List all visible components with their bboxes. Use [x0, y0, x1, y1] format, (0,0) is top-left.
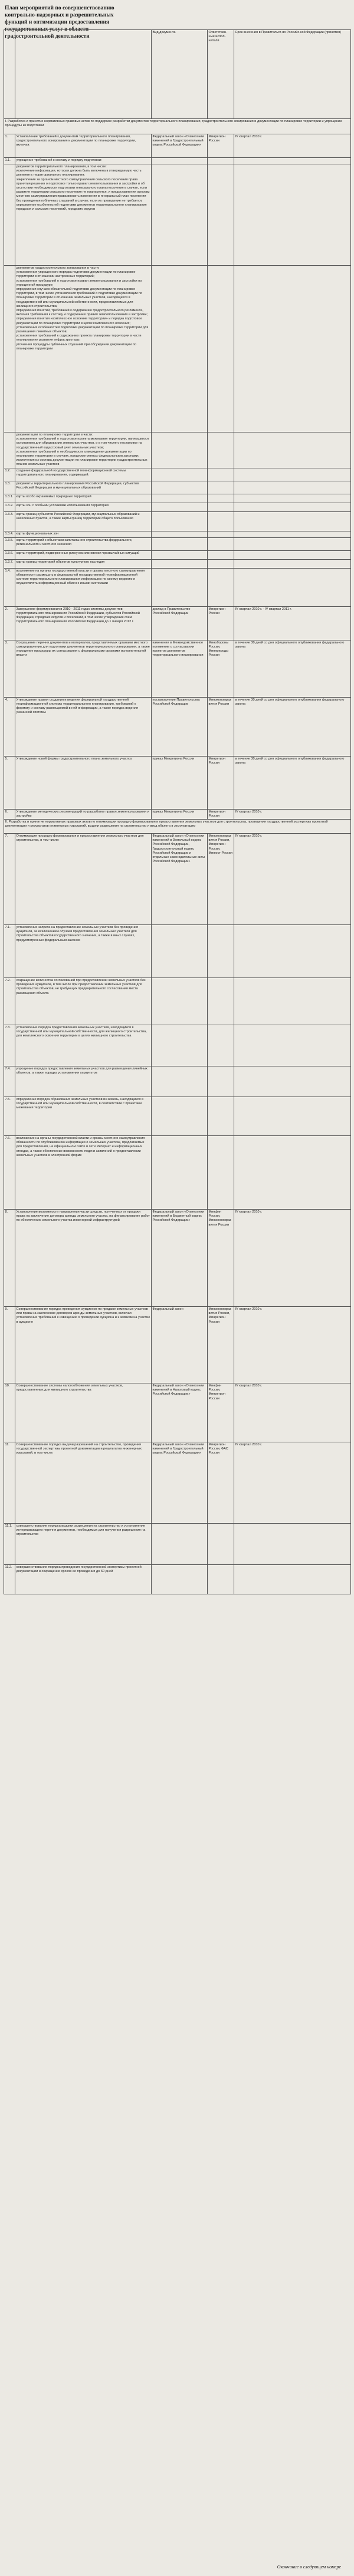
table-row	[4, 468, 351, 481]
cell-executors	[208, 559, 234, 568]
cell-measure: карты функциональных зон	[15, 531, 152, 537]
table-row	[4, 1307, 351, 1383]
cell-measure: Сокращение перечня документов и материалов, представляемых органами местного самоуправления для подготовки документов территориального планирования, а также упрощение процедуры их согласования с федеральными органами исполнительной власти	[15, 640, 152, 697]
cell-document-type: Федеральный закон «О внесении изменений в Градостроительный кодекс Российской Федерации»	[152, 134, 208, 158]
cell-executors: Минрегион России	[208, 756, 234, 809]
cell-measure: совершенствование порядка выдачи разрешения на строительство и установление исчерпывающего перечня документов, необходимых для получения разрешения на строительство	[15, 1524, 152, 1565]
cell-measure: Утверждение новой формы градостроительного плана земельного участка	[15, 756, 152, 809]
cell-document-type: приказ Минрегиона России	[152, 809, 208, 819]
table-row	[4, 606, 351, 640]
cell-measure: документов территориального планирования, в том числе: исключение информации, которая должна быть включена в утверждаемую часть документа территориального планирования; закрепление за органом местного самоуправления сельского поселения права принятия решения о подготовке только правил землепользования и застройки и об отсутствии необходимости подготовки генерального плана поселения в случае, если развитие территории сельского поселения не планируется, и предоставления органам местного самоуправления права вносить изменения в генеральный план поселения без проведения публичных слушаний в случае, если их проведение не требуется; определение особенностей подготовки документов территориального планирования городских и сельских поселений, городских округов	[15, 164, 152, 266]
cell-deadline	[234, 164, 351, 266]
table-row	[4, 494, 351, 503]
cell-measure: упрощение требований к составу и порядку подготовки:	[15, 158, 152, 164]
cell-document-type	[152, 481, 208, 494]
cell-executors	[208, 1136, 234, 1210]
cell-deadline	[234, 503, 351, 511]
table-row	[4, 1565, 351, 1594]
cell-number: 6.	[4, 809, 15, 819]
table-row	[4, 1442, 351, 1524]
cell-executors	[208, 1097, 234, 1136]
table-row	[4, 978, 351, 1025]
table-row	[4, 511, 351, 531]
cell-number: 8.	[4, 1210, 15, 1307]
table-row	[4, 1025, 351, 1066]
cell-executors	[208, 432, 234, 468]
cell-measure: возложение на органы государственной власти и органы местного самоуправления обязанности по опубликованию информации о земельных участках, предлагаемых для предоставления, на официальном сайте в сети Интернет и информационных стендах, а также обеспечение возможности подачи заявлений о предоставлении земельных участков в электронной форме	[15, 1136, 152, 1210]
table-row	[4, 1066, 351, 1097]
table-row	[4, 134, 351, 158]
cell-number	[4, 432, 15, 468]
cell-executors	[208, 550, 234, 559]
cell-document-type	[152, 925, 208, 978]
cell-deadline: IV квартал 2010 г. - IV квартал 2011 г.	[234, 606, 351, 640]
cell-executors: Минрегион России	[208, 809, 234, 819]
section-row	[4, 820, 351, 834]
cell-deadline: IV квартал 2010 г.	[234, 1383, 351, 1442]
cell-executors	[208, 511, 234, 531]
cell-executors	[208, 925, 234, 978]
cell-document-type: доклад в Правительство Российской Федерации	[152, 606, 208, 640]
header-number	[4, 30, 15, 119]
cell-measure: установление запрета на предоставление земельных участков без проведения аукционов, за исключением случаев предоставления земельных участков для строительства объектов государственного значения, а также в иных случаях, предусмотренных федеральным законом	[15, 925, 152, 978]
cell-deadline: IV квартал 2010 г.	[234, 1210, 351, 1307]
cell-measure: Совершенствование системы налогообложения земельных участков, предоставленных для жилищного строительства	[15, 1383, 152, 1442]
cell-executors	[208, 494, 234, 503]
cell-deadline	[234, 511, 351, 531]
cell-number: 7.	[4, 834, 15, 925]
cell-deadline	[234, 1025, 351, 1066]
table-row	[4, 756, 351, 809]
cell-document-type	[152, 511, 208, 531]
cell-measure: совершенствование порядка проведения государственной экспертизы проектной документации и сокращение сроков ее проведения до 60 дней	[15, 1565, 152, 1594]
plan-table	[4, 29, 351, 1594]
page-heading: План мероприятий по совершенствованию контрольно-надзорных и разрешительных функций и оптимизации предоставления государственных услуг в области градостроительной деятельности	[5, 5, 114, 39]
table-row	[4, 559, 351, 568]
cell-executors: Минрегион России, ФАС России	[208, 1442, 234, 1524]
cell-number: 4.	[4, 697, 15, 756]
plan-table-body	[4, 119, 351, 1594]
cell-measure: определение порядка образования земельных участков из земель, находящихся в государственной или муниципальной собственности, в соответствии с проектами межевания территории	[15, 1097, 152, 1136]
cell-measure: карты границ территорий объектов культурного наследия	[15, 559, 152, 568]
cell-number: 11.2.	[4, 1565, 15, 1594]
cell-measure: сокращение количества согласований при предоставлении земельных участков без проведения аукционов, в том числе при предоставлении земельных участков для строительства объектов, не требующих предварительного согласования места размещения объекта	[15, 978, 152, 1025]
table-row	[4, 531, 351, 537]
cell-document-type: Федеральный закон «О внесении изменений в Бюджетный кодекс Российской Федерации»	[152, 1210, 208, 1307]
cell-document-type	[152, 568, 208, 606]
table-row	[4, 568, 351, 606]
cell-number: 7.3.	[4, 1025, 15, 1066]
cell-executors	[208, 503, 234, 511]
table-row	[4, 1097, 351, 1136]
cell-deadline	[234, 537, 351, 550]
cell-number: 2.	[4, 606, 15, 640]
cell-number: 1.1.	[4, 158, 15, 164]
table-row	[4, 1136, 351, 1210]
cell-document-type: Федеральный закон «О внесении изменений в Налоговый кодекс Российской Федерации»	[152, 1383, 208, 1442]
cell-measure: Совершенствование порядка проведения аукционов по продаже земельных участков или права на заключение договоров аренды земельных участков, включая установление требований к извещению о проведении аукциона и к заявкам на участие в аукционе	[15, 1307, 152, 1383]
cell-executors	[208, 1066, 234, 1097]
cell-executors	[208, 266, 234, 432]
cell-document-type	[152, 1136, 208, 1210]
cell-measure: Оптимизация процедур формирования и предоставления земельных участков для строительства, в том числе:	[15, 834, 152, 925]
cell-deadline	[234, 550, 351, 559]
cell-number: 5.	[4, 756, 15, 809]
header-document-type: Вид документа	[152, 30, 208, 119]
cell-number: 9.	[4, 1307, 15, 1383]
cell-document-type: Федеральный закон «О внесении изменений в Градостроительный кодекс Российской Федерации»	[152, 1442, 208, 1524]
cell-executors	[208, 978, 234, 1025]
cell-measure: документов градостроительного зонирования в части: установления упрощенного порядка подготовки документации по планировке территории в отношении застроенных территорий; установления требований о подготовке правил землепользования и застройки по упрощенной процедуре; определения случаев обязательной подготовки документации по планировке территории, в том числе установления требований о подготовке документации по планировке территории в отношении земельных участков, находящихся в государственной или муниципальной собственности, предоставляемых для жилищного строительства; определения понятий, требований к содержанию градостроительного регламента, включая требования к составу и содержанию правил землепользования и застройки; определения понятия «комплексное освоение территории» и порядка подготовки документации по планировке территории в целях комплексного освоения; установления особенностей подготовки документации по планировке территории для размещения линейных объектов; установления требований к содержанию проекта планировки территории в части планирования развития инфраструктуры; уточнения процедуры публичных слушаний при обсуждении документации по планировке территории	[15, 266, 152, 432]
cell-number: 7.4.	[4, 1066, 15, 1097]
cell-number: 7.5.	[4, 1097, 15, 1136]
cell-document-type	[152, 978, 208, 1025]
cell-executors	[208, 531, 234, 537]
cell-number: 7.2.	[4, 978, 15, 1025]
cell-measure: Совершенствование порядка выдачи разрешений на строительство, проведения государственной экспертизы проектной документации и результатов инженерных изысканий, в том числе:	[15, 1442, 152, 1524]
cell-measure: создание федеральной государственной геоинформационной системы территориального планирования, содержащей:	[15, 468, 152, 481]
cell-executors: Минобороны России, Минприроды России	[208, 640, 234, 697]
cell-executors	[208, 468, 234, 481]
section-row	[4, 119, 351, 134]
cell-document-type	[152, 432, 208, 468]
cell-number: 1.3.	[4, 481, 15, 494]
table-row	[4, 1524, 351, 1565]
header-measure	[15, 30, 152, 119]
cell-deadline	[234, 266, 351, 432]
cell-document-type: Федеральный закон	[152, 1307, 208, 1383]
cell-document-type	[152, 1565, 208, 1594]
continued-note: Окончание в следующем номере	[277, 2564, 341, 2570]
cell-deadline	[234, 559, 351, 568]
cell-document-type: Федеральный закон «О внесении изменений в Земельный кодекс Российской Федерации, Градостроительный кодекс Российской Федерации и отдельные законодательные акты Российской Федерации»	[152, 834, 208, 925]
table-row	[4, 1210, 351, 1307]
cell-executors	[208, 1025, 234, 1066]
table-row	[4, 550, 351, 559]
cell-document-type	[152, 468, 208, 481]
cell-document-type	[152, 494, 208, 503]
cell-number: 7.1.	[4, 925, 15, 978]
cell-number	[4, 164, 15, 266]
cell-document-type	[152, 1066, 208, 1097]
table-row	[4, 158, 351, 164]
cell-measure: карты зон с особыми условиями использования территорий	[15, 503, 152, 511]
table-row	[4, 697, 351, 756]
cell-measure: возложение на органы государственной власти и органы местного самоуправления обязанности размещать в федеральной государственной геоинформационной системе территориального планирования информацию по своему ведению и осуществлять информационный обмен с иными системами	[15, 568, 152, 606]
cell-number: 1.3.6.	[4, 550, 15, 559]
table-header-row	[4, 30, 351, 119]
header-deadline: Срок внесения в Правительст-во Российс-кой Федерации (принятия)	[234, 30, 351, 119]
table-row	[4, 503, 351, 511]
table-row	[4, 432, 351, 468]
cell-executors	[208, 1565, 234, 1594]
cell-number: 3.	[4, 640, 15, 697]
cell-document-type: изменения в Межведомственное положение о согласовании проектов документов территориального планирования	[152, 640, 208, 697]
cell-executors	[208, 1524, 234, 1565]
section-title: II. Разработка и принятие нормативных правовых актов по оптимизации процедур формирования и предоставления земельных участков для строительства, проведения государственной экспертизы проектной документации и результатов инженерных изысканий, выдачи разрешения на строительство и ввод объекта в эксплуатацию	[4, 820, 351, 834]
cell-number: 10.	[4, 1383, 15, 1442]
cell-measure: Утверждение методических рекомендаций по разработке правил землепользования и застройки	[15, 809, 152, 819]
cell-deadline: в течение 30 дней со дня официального опубликования федерального закона	[234, 697, 351, 756]
cell-measure: Утверждение правил создания и ведения федеральной государственной геоинформационной системы территориального планирования, требований к формату и составу размещаемой в ней информации, а также порядка ведения указанной системы	[15, 697, 152, 756]
cell-deadline	[234, 1066, 351, 1097]
cell-number: 11.	[4, 1442, 15, 1524]
cell-deadline	[234, 1136, 351, 1210]
cell-document-type	[152, 158, 208, 164]
cell-document-type	[152, 537, 208, 550]
table-row	[4, 809, 351, 819]
cell-deadline	[234, 978, 351, 1025]
header-executors: Ответствен-ные испол-нители	[208, 30, 234, 119]
cell-number: 7.6.	[4, 1136, 15, 1210]
cell-measure: карты границ субъектов Российской Федерации, муниципальных образований и населенных пунктов, а также карты границ территорий общего пользования	[15, 511, 152, 531]
cell-deadline	[234, 568, 351, 606]
cell-executors	[208, 481, 234, 494]
cell-number: 1.3.5.	[4, 537, 15, 550]
table-row	[4, 1383, 351, 1442]
table-row	[4, 834, 351, 925]
table-row	[4, 537, 351, 550]
cell-number: 1.2.	[4, 468, 15, 481]
cell-executors: Минрегион России	[208, 134, 234, 158]
cell-measure: упрощение порядка предоставления земельных участков для размещения линейных объектов, а также порядка установления сервитутов	[15, 1066, 152, 1097]
cell-number: 1.3.7.	[4, 559, 15, 568]
cell-executors	[208, 568, 234, 606]
cell-deadline: IV квартал 2010 г.	[234, 834, 351, 925]
cell-deadline	[234, 1097, 351, 1136]
cell-document-type	[152, 550, 208, 559]
cell-measure: карты особо охраняемых природных территорий	[15, 494, 152, 503]
cell-executors: Минэкономразвития России, Минрегион России, Минюст России	[208, 834, 234, 925]
table-row	[4, 266, 351, 432]
cell-document-type	[152, 266, 208, 432]
section-title: I. Разработка и принятие нормативных правовых актов по поддержке разработки документов территориального планирования, градостроительного зонирования и документации по планировке территории и упрощению процедуры их подготовки	[4, 119, 351, 134]
cell-measure: Установление требований к документам территориального планирования, градостроительного зонирования и документации по планировке территории, включая:	[15, 134, 152, 158]
cell-deadline: IV квартал 2010 г.	[234, 809, 351, 819]
cell-number: 1.3.4.	[4, 531, 15, 537]
cell-deadline	[234, 432, 351, 468]
cell-document-type	[152, 1097, 208, 1136]
cell-number: 1.3.2.	[4, 503, 15, 511]
cell-deadline	[234, 481, 351, 494]
cell-measure: документы территориального планирования Российской Федерации, субъектов Российской Федерации и муниципальных образований	[15, 481, 152, 494]
cell-document-type	[152, 164, 208, 266]
cell-deadline	[234, 531, 351, 537]
cell-document-type	[152, 1025, 208, 1066]
cell-executors: Минэкономразвития России	[208, 697, 234, 756]
cell-number: 1.3.1.	[4, 494, 15, 503]
cell-document-type	[152, 531, 208, 537]
cell-deadline: IV квартал 2010 г.	[234, 134, 351, 158]
cell-document-type	[152, 503, 208, 511]
cell-number: 1.3.3.	[4, 511, 15, 531]
cell-deadline	[234, 1565, 351, 1594]
cell-deadline	[234, 1524, 351, 1565]
cell-executors: Минфин России, Минрегион России	[208, 1383, 234, 1442]
cell-document-type	[152, 1524, 208, 1565]
cell-measure: документации по планировке территории в части: установления требований о подготовке проекта межевания территории, являющегося основанием для образования земельных участков, и в том числе о постановке на государственный кадастровый учет земельных участков; установления требований о необходимости утверждения документации по планировке территории в случаях, предусмотренных федеральными законами; исключения из состава документации по планировке территории градостроительных планов земельных участков	[15, 432, 152, 468]
cell-deadline: IV квартал 2010 г.	[234, 1442, 351, 1524]
cell-deadline: в течение 30 дней со дня официального опубликования федерального закона	[234, 756, 351, 809]
cell-executors: Минрегион России	[208, 606, 234, 640]
cell-deadline: в течение 30 дней со дня официального опубликования федерального закона	[234, 640, 351, 697]
cell-measure: Установление возможности направления части средств, полученных от продажи права на заключение договора аренды земельного участка, на финансирование работ по обеспечению земельного участка инженерной инфраструктурой	[15, 1210, 152, 1307]
cell-number: 11.1.	[4, 1524, 15, 1565]
cell-document-type: приказ Минрегиона России	[152, 756, 208, 809]
cell-deadline: IV квартал 2010 г.	[234, 1307, 351, 1383]
table-row	[4, 925, 351, 978]
cell-executors: Минэкономразвития России, Минрегион России	[208, 1307, 234, 1383]
cell-executors	[208, 537, 234, 550]
cell-measure: Завершение формирования в 2010 - 2011 годах системы документов территориального планирования Российской Федерации, субъектов Российской Федерации, городских округов и поселений, в том числе утверждение схем территориального планирования Российской Федерации до 1 января 2012 г.	[15, 606, 152, 640]
cell-executors: Минфин России, Минэкономразвития России	[208, 1210, 234, 1307]
cell-measure: карты территорий, подверженных риску возникновения чрезвычайных ситуаций	[15, 550, 152, 559]
table-row	[4, 481, 351, 494]
cell-number	[4, 266, 15, 432]
cell-deadline	[234, 494, 351, 503]
table-row	[4, 164, 351, 266]
cell-executors	[208, 158, 234, 164]
table-row	[4, 640, 351, 697]
cell-number: 1.	[4, 134, 15, 158]
cell-deadline	[234, 158, 351, 164]
cell-measure: установление порядка предоставления земельных участков, находящихся в государственной или муниципальной собственности, для жилищного строительства, для комплексного освоения территории в целях жилищного строительства	[15, 1025, 152, 1066]
cell-number: 1.4.	[4, 568, 15, 606]
cell-measure: карты территорий с объектами капитального строительства федерального, регионального и местного значения	[15, 537, 152, 550]
cell-deadline	[234, 468, 351, 481]
cell-executors	[208, 164, 234, 266]
cell-deadline	[234, 925, 351, 978]
cell-document-type	[152, 559, 208, 568]
cell-document-type: постановление Правительства Российской Федерации	[152, 697, 208, 756]
